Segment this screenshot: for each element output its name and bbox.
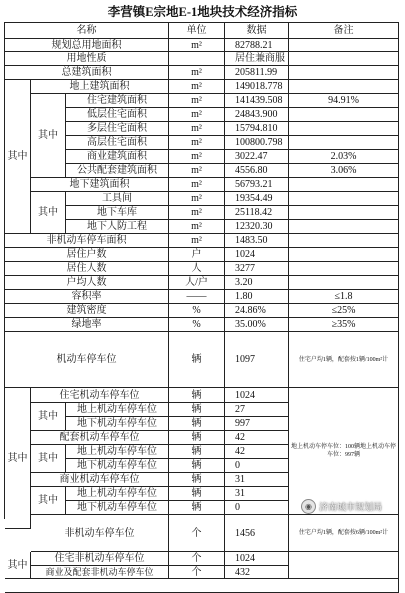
row-data: 31 [225,473,289,487]
row-unit: 辆 [169,403,225,417]
row-data: 24843.900 [225,108,289,122]
row-name: 低层住宅面积 [66,108,169,122]
row-name: 地下建筑面积 [31,178,169,192]
row-note [289,136,399,150]
row-note: 住宅户均1辆，配套按1辆/100m²计 [289,332,399,388]
row-unit: 个 [169,566,225,579]
row-name: 公共配套建筑面积 [66,164,169,178]
row-note: 3.06% [289,164,399,178]
row-name: 商业机动车停车位 [31,473,169,487]
row-unit: m² [169,206,225,220]
row-unit: 辆 [169,388,225,403]
row-name: 机动车停车位 [5,332,169,388]
row-unit: m² [169,234,225,248]
row-data: 25118.42 [225,206,289,220]
row-data: 100800.798 [225,136,289,150]
row-data: 432 [225,566,289,579]
row-data: 1456 [225,515,289,552]
row-note [289,122,399,136]
row-note [289,108,399,122]
row-unit: m² [169,108,225,122]
row-name: 非机动车停车位 [31,515,169,552]
row-name: 多层住宅面积 [66,122,169,136]
row-data: 997 [225,417,289,431]
row-unit [169,52,225,66]
row-data: 3.20 [225,276,289,290]
row-unit: 户 [169,248,225,262]
group-label-qizhong: 其中 [5,388,31,529]
row-name: 非机动车停车面积 [5,234,169,248]
group-label-qizhong: 其中 [31,403,66,431]
group-label-qizhong: 其中 [5,552,31,579]
row-data: 56793.21 [225,178,289,192]
row-data: 27 [225,403,289,417]
row-data: 35.00% [225,318,289,332]
row-note: 2.03% [289,150,399,164]
row-unit: 辆 [169,473,225,487]
row-data: 1.80 [225,290,289,304]
row-name: 地下人防工程 [66,220,169,234]
row-data: 12320.30 [225,220,289,234]
group-label-qizhong: 其中 [31,445,66,473]
row-unit: m² [169,136,225,150]
row-unit: 个 [169,552,225,566]
row-unit: 辆 [169,332,225,388]
row-note [289,220,399,234]
indicator-table [4,22,399,578]
row-name: 住宅机动车停车位 [31,388,169,403]
row-data: 1483.50 [225,234,289,248]
row-name: 地下机动车停车位 [66,459,169,473]
row-data: 141439.508 [225,94,289,108]
row-unit: m² [169,66,225,80]
row-name: 商业建筑面积 [66,150,169,164]
row-unit: 辆 [169,487,225,501]
row-data: 205811.99 [225,66,289,80]
row-note [289,66,399,80]
row-name: 用地性质 [5,52,169,66]
row-name: 地上机动车停车位 [66,445,169,459]
row-unit: m² [169,220,225,234]
row-data: 42 [225,445,289,459]
row-data: 19354.49 [225,192,289,206]
row-unit: 人 [169,262,225,276]
row-data: 1024 [225,552,289,566]
group-label-qizhong: 其中 [31,94,66,178]
row-name: 建筑密度 [5,304,169,318]
row-note [289,248,399,262]
row-data: 1024 [225,248,289,262]
row-data: 82788.21 [225,39,289,52]
row-unit: 辆 [169,501,225,515]
page-title: 李营镇E宗地E-1地块技术经济指标 [107,5,298,19]
row-name: 户均人数 [5,276,169,290]
wechat-icon: ◉ [301,499,316,514]
row-data: 31 [225,487,289,501]
row-unit: m² [169,80,225,94]
row-name: 地下机动车停车位 [66,501,169,515]
row-unit: % [169,318,225,332]
row-unit: 辆 [169,431,225,445]
row-note [289,206,399,220]
group-label-qizhong: 其中 [31,487,66,515]
watermark-text: 济南城市规划局 [319,502,383,513]
row-name: 容积率 [5,290,169,304]
header-unit: 单位 [169,23,225,39]
row-data: 居住兼商服 [225,52,289,66]
row-note [289,52,399,66]
row-unit: m² [169,164,225,178]
group-label-qizhong: 其中 [5,80,31,234]
row-name: 总建筑面积 [5,66,169,80]
row-data: 3022.47 [225,150,289,164]
row-unit: 辆 [169,445,225,459]
row-note: 94.91% [289,94,399,108]
row-unit: m² [169,94,225,108]
row-name: 地下车库 [66,206,169,220]
row-name: 居住户数 [5,248,169,262]
header-note: 备注 [289,23,399,39]
row-note: ≤25% [289,304,399,318]
watermark [301,498,399,514]
row-name: 商业及配套非机动车停车位 [31,566,169,579]
row-unit: 个 [169,515,225,552]
row-name: 绿地率 [5,318,169,332]
row-name: 地下机动车停车位 [66,417,169,431]
row-name: 地上机动车停车位 [66,487,169,501]
row-name: 地上建筑面积 [31,80,169,94]
row-data: 1024 [225,388,289,403]
row-name: 高层住宅面积 [66,136,169,150]
row-note: 住宅户均1辆，配套按6辆/100m²计 [289,515,399,552]
row-note [289,234,399,248]
header-name: 名称 [5,23,169,39]
row-name: 工具间 [66,192,169,206]
header-data: 数据 [225,23,289,39]
row-unit: —— [169,290,225,304]
row-name: 配套机动车停车位 [31,431,169,445]
row-data: 149018.778 [225,80,289,94]
row-note [289,552,399,579]
row-data: 0 [225,501,289,515]
row-name: 地上机动车停车位 [66,403,169,417]
row-unit: 辆 [169,459,225,473]
row-unit: 人/户 [169,276,225,290]
row-note [289,276,399,290]
row-note: ≥35% [289,318,399,332]
row-data: 15794.810 [225,122,289,136]
row-data: 3277 [225,262,289,276]
row-name: 住宅非机动车停车位 [31,552,169,566]
row-unit: m² [169,39,225,52]
row-data: 24.86% [225,304,289,318]
row-unit: 辆 [169,417,225,431]
row-note [289,262,399,276]
row-data: 0 [225,459,289,473]
row-unit: m² [169,178,225,192]
row-name: 住宅建筑面积 [66,94,169,108]
row-unit: % [169,304,225,318]
row-unit: m² [169,150,225,164]
row-note [289,80,399,94]
row-note: 地上机动车停车位：100辆地上机动车停车位：997辆 [289,388,399,515]
group-label-qizhong: 其中 [31,192,66,234]
row-note: ≤1.8 [289,290,399,304]
row-note [289,178,399,192]
row-data: 42 [225,431,289,445]
row-note [289,192,399,206]
row-note [289,39,399,52]
row-name: 居住人数 [5,262,169,276]
cut-off-row [5,579,399,593]
row-data: 1097 [225,332,289,388]
row-name: 规划总用地面积 [5,39,169,52]
row-data: 4556.80 [225,164,289,178]
row-unit: m² [169,122,225,136]
row-unit: m² [169,192,225,206]
